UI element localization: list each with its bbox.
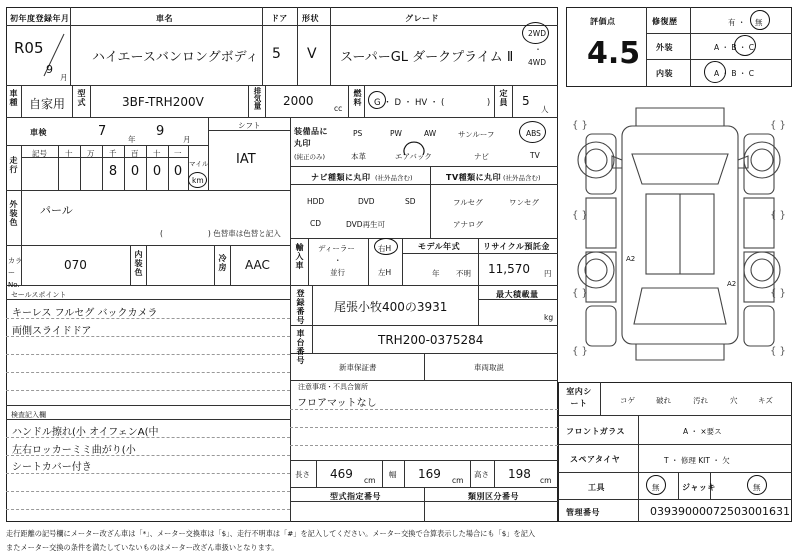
mileage-unit-mile: マイル [189,160,209,168]
equip-leather: 本革 [351,152,366,161]
type-number-label-2: 類別区分番号 [468,492,519,501]
inspector-line-2: シートカバー付き [12,462,92,473]
interior-options: A ・ B ・ C [714,69,755,78]
svg-text:{ }: { } [572,346,588,357]
grade-label: グレード [405,14,439,23]
notes-line-0: フロアマットなし [297,398,377,409]
jack-value: 無 [753,483,761,492]
import-parallel: 並行 [330,268,345,277]
displacement-value: 2000 [283,94,314,108]
length-unit: cm [364,476,376,485]
navi-note: (社外品含む) [375,174,413,182]
import-label: 輸入車 [295,243,304,270]
reg-month-value: 9 [46,63,53,76]
score-label: 評価点 [590,17,616,26]
recycle-value: 11,570 [488,262,530,276]
mileage-header-6: 一 [174,149,182,158]
windshield-options: A ・ ×要ス [683,427,722,436]
repair-none-circle [750,10,770,30]
equip-sunroof: サンルーフ [458,130,495,139]
displacement-unit: cc [334,104,343,113]
model-year-unit: 年 [432,269,440,278]
management-label: 管理番号 [566,508,600,517]
drive-4wd: 4WD [528,58,546,67]
navi-title: ナビ種類に丸印 [311,173,371,182]
vehicle-damage-diagram [566,98,792,378]
navi-dvd-play: DVD再生可 [346,220,386,229]
inspection-month: 9 [156,124,165,139]
footer-line-2: またメーター交換の条件を満たしていないものはメーター改ざん車扱いとなります。 [6,543,279,552]
color-label: 外装色 [9,200,18,227]
car-name-value: ハイエースバンロングボディ [92,50,259,65]
car-name-label: 車名 [156,14,173,23]
damage-mark-1: A2 [626,255,636,263]
notes-label: 注意事項・不具合箇所 [298,383,368,391]
equip-navi: ナビ [474,152,489,161]
recycle-unit: 円 [544,269,552,278]
chassis-value: TRH200-0375284 [378,333,484,347]
selling-label: セールスポイント [11,291,67,299]
door-label: ドア [271,14,288,23]
equip-abs: ABS [526,129,541,138]
height-label: 高さ [474,470,489,479]
warranty-new-car: 新車保証書 [339,363,377,372]
color-note: ( ) 色替車は色替と記入 [160,229,281,238]
mileage-unit-km: km [192,176,204,185]
spare-label: スペアタイヤ [570,455,621,464]
right-h-circle [374,238,398,255]
seat-opt-2: 汚れ [693,396,708,405]
width-unit: cm [452,476,464,485]
navi-sd: SD [405,197,416,206]
tools-label: 工具 [588,483,605,492]
tools-value: 無 [652,483,660,492]
repair-options: 有 ・ [728,18,746,27]
load-unit: kg [544,313,554,322]
reg-year-value: R05 [14,39,44,57]
seat-opt-3: 穴 [730,396,738,405]
svg-text:{ }: { } [770,120,786,131]
equipment-title: 装備品に丸印 [294,127,328,148]
svg-text:{ }: { } [572,120,588,131]
jack-label: ジャッキ [682,483,716,492]
fuel-label: 燃料 [353,89,362,107]
inspector-label: 検査記入欄 [11,411,46,419]
mileage-header-5: 十 [153,149,161,158]
windshield-label: フロントガラス [566,427,626,436]
warranty-manual: 車両取説 [474,363,504,372]
tv-oneseg: ワンセグ [509,198,539,207]
type-number-label-1: 型式指定番号 [330,492,381,501]
interior-seat-label: 室内シート [566,387,592,408]
interior-a-circle [704,61,726,83]
svg-text:{ }: { } [572,210,588,221]
model-value: 3BF-TRH200V [122,95,204,109]
load-label: 最大積載量 [496,290,539,299]
seat-opt-0: コゲ [620,396,635,405]
door-value: 5 [272,46,281,62]
equip-airbag: エアバック [395,152,432,161]
seat-opt-1: 破れ [656,396,671,405]
inspection-year-unit: 年 [128,135,136,144]
length-value: 469 [330,467,353,481]
use-value: 自家用 [29,97,66,111]
model-label: 型式 [77,89,86,107]
inspection-year: 7 [98,124,107,139]
repair-label: 修復歴 [652,17,678,26]
registration-value: 尾張小牧400の3931 [334,300,448,314]
seat-opt-4: キズ [758,396,773,405]
width-value: 169 [418,467,441,481]
tv-title: TV種類に丸印 [446,173,502,182]
svg-text:{ }: { } [770,346,786,357]
chassis-label: 車台番号 [296,329,305,365]
mileage-digit-5: 0 [152,164,162,179]
tv-note: (社外品含む) [503,174,541,182]
shape-label: 形状 [302,14,319,23]
management-value: 03939000072503001631 [650,505,790,518]
color-code-value: 070 [64,258,87,272]
equip-aw: AW [424,129,437,138]
equip-pw: PW [390,129,402,138]
import-dealer: ディーラー [318,244,355,253]
exterior-label: 外装 [656,43,673,52]
color-code-label: カラーNo. [8,257,22,289]
navi-hdd: HDD [307,197,325,206]
inspector-line-0: ハンドル擦れ(小 オイフェンA(中 [12,427,159,438]
drive-2wd-circle [522,22,549,44]
equip-ps: PS [353,129,363,138]
fuel-options: G ・ D ・ HV ・ ( ) [374,98,491,108]
tools-none-circle [646,475,666,495]
drive-2wd: 2WD [528,29,546,38]
tv-analog: アナログ [453,220,483,229]
registration-label: 登録番号 [296,289,305,325]
footer-line-1: 走行距離の記号欄にメーター改ざん車は「*」、メーター交換車は「$」、走行不明車は「#」を記入してください。メーター交換で合算表示した場合にも「$」を記入 [6,529,536,538]
capacity-label: 定員 [499,89,508,107]
mileage-digit-6: 0 [173,164,183,179]
mileage-digit-3: 8 [108,164,118,179]
score-value: 4.5 [587,36,641,71]
import-left: 左H [378,268,392,277]
fuel-g-circle [368,91,386,109]
repair-selected: 無 [755,18,763,27]
abs-circle [519,121,546,143]
selling-line-0: キーレス フルセグ バックカメラ [12,308,158,319]
exterior-b-circle [734,35,756,56]
equip-tv: TV [530,151,540,160]
interior-color-label: 内装色 [134,250,143,277]
interior-label: 内装 [656,69,673,78]
airbag-circle [402,139,426,159]
aircon-label: 冷房 [218,254,227,272]
svg-text:{ }: { } [770,288,786,299]
displacement-label: 排気量 [253,87,262,110]
capacity-unit: 人 [541,105,549,114]
svg-text:{ }: { } [770,210,786,221]
drive-dot: ・ [534,45,542,54]
damage-mark-2: A2 [727,280,737,288]
color-value: パール [40,204,73,217]
grade-value: スーパーGL ダークプライム Ⅱ [340,50,514,65]
mileage-header-0: 記号 [32,149,47,158]
mileage-header-4: 百 [131,149,139,158]
height-value: 198 [508,467,531,481]
recycle-label: リサイクル預託金 [483,242,550,251]
mileage-header-3: 千 [109,149,117,158]
use-label: 車種 [9,89,18,107]
model-year-unknown: 不明 [456,269,471,278]
reg-year-label: 初年度登録年月 [10,14,70,23]
import-dot: ・ [334,256,342,265]
mileage-digit-4: 0 [130,164,140,179]
length-label: 長さ [295,470,310,479]
mileage-header-2: 万 [87,149,95,158]
import-right: 右H [378,244,392,253]
reg-month-unit: 月 [60,73,68,82]
mileage-label: 走行 [9,156,18,174]
capacity-value: 5 [522,94,530,108]
aircon-value: AAC [245,258,270,272]
exterior-options: A ・ B ・ C [714,43,755,52]
inspection-label: 車検 [30,128,47,137]
inspector-line-1: 左右ロッカーミミ曲がり(小 [12,445,136,456]
navi-cd: CD [310,219,322,228]
width-label: 幅 [389,470,397,479]
equipment-subtitle: (純正のみ) [294,153,326,161]
tv-fullseg: フルセグ [453,198,483,207]
navi-dvd: DVD [358,197,375,206]
shape-value: V [307,46,317,62]
shift-value: IAT [236,152,256,167]
model-year-label: モデル年式 [418,242,461,251]
spare-options: T ・ 修理 KIT ・ 欠 [664,456,730,465]
km-circle [188,172,207,188]
svg-text:{ }: { } [572,288,588,299]
inspection-month-unit: 月 [183,135,191,144]
jack-none-circle [747,475,767,495]
selling-line-1: 両側スライドドア [12,326,92,337]
mileage-header-1: 十 [65,149,73,158]
shift-label: シフト [238,121,261,130]
height-unit: cm [540,476,552,485]
